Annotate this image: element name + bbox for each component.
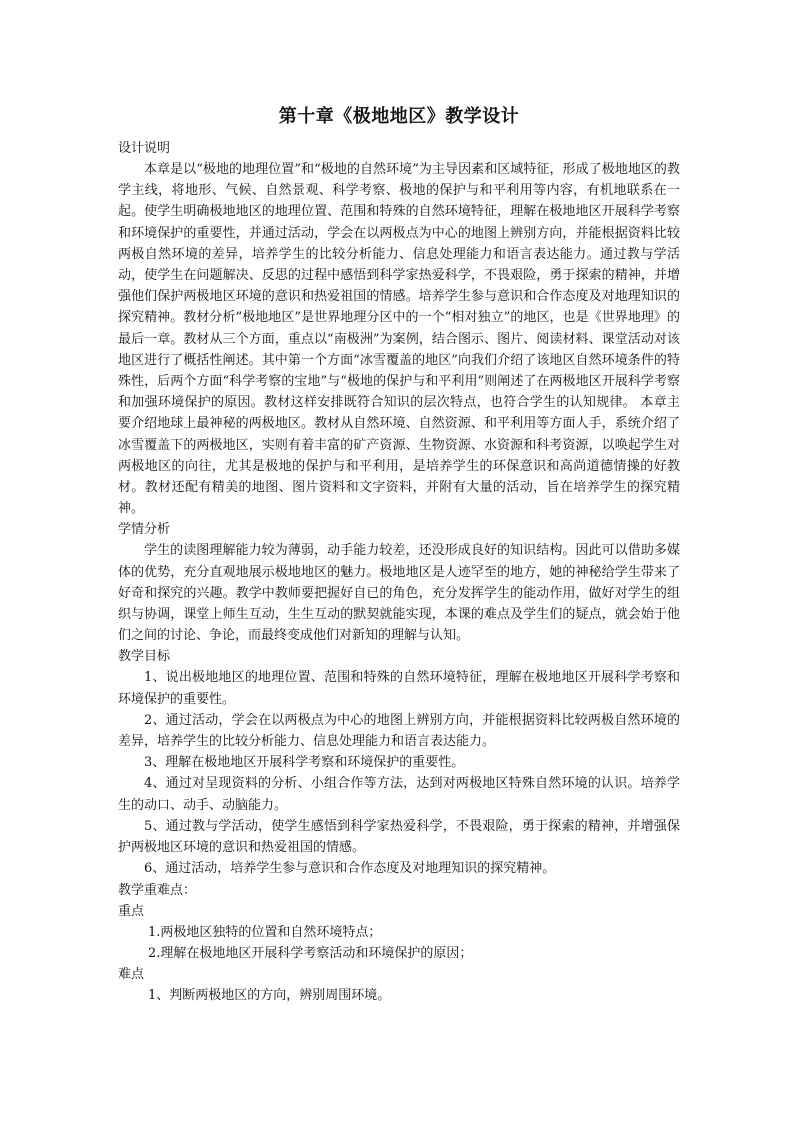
learning-analysis-section (118, 519, 680, 646)
objectives-heading: 教学目标 (118, 649, 171, 665)
design-notes-body: 本章是以“极地的地理位置”和“极地的自然环境”为主导因素和区域特征，形成了极地地区的教学主线，将地形、气候、自然景观、科学考察、极地的保护与和平利用等内容，有机地联系在一起。使学生明确极地地区的地理位置、范围和特殊的自然环境特征，理解在极地地区开展科学考察和环境保护的重要性，并通过活动，学会在以两极点为中心的地图上辨别方向，并能根据资料比较两极自然环境的差异，培养学生的比较分析能力、信息处理能力和语言表达能力。通过教与学活动，使学生在问题解决、反思的过程中感悟到科学家热爱科学，不畏艰险，勇于探索的精神，并增强他们保护两极地区环境的意识和热爱祖国的情感。培养学生参与意识和合作态度及对地理知识的探究精神。教材分析“极地地区”是世界地理分区中的一个“相对独立”的地区，也是《世界地理》的最后一章。教材从三个方面，重点以“南极洲”为案例，结合图示、图片、阅读材料、课堂活动对该地区进行了概括性阐述。其中第一个方面“冰雪覆盖的地区”向我们介绍了该地区自然环境条件的特殊性，后两个方面“科学考察的宝地”与“极地的保护与和平利用”则阐述了在两极地区开展科学考察和加强环境保护的原因。教材这样安排既符合知识的层次特点，也符合学生的认知规律。 本章主要介绍地球上最神秘的两极地区。教材从自然环境、自然资源、和平利用等方面人手，系统介绍了冰雪覆盖下的两极地区，实则有着丰富的矿产资源、生物资源、水资源和科考资源，以唤起学生对两极地区的向往，尤其是极地的保护与和平利用，是培养学生的环保意识和高尚道德情操的好教材。教材还配有精美的地图、图片资料和文字资料，并附有大量的活动，旨在培养学生的探究精神。 (118, 162, 680, 517)
key-item-2: 2.理解在极地地区开展科学考察活动和环境保护的原因； (148, 945, 473, 961)
learning-analysis-body: 学生的读图理解能力较为薄弱，动手能力较差，还没形成良好的知识结构。因此可以借助多媒体的优势，充分直观地展示极地地区的魅力。极地地区是人迹罕至的地方，她的神秘给学生带来了好奇和探究的兴趣。教学中教师要把握好自已的角色，充分发挥学生的能动作用，做好对学生的组织与协调，课堂上师生互动，生生互动的默契就能实现，本课的难点及学生们的疑点，就会始于他们之间的讨论、争论，而最终变成他们对新知的理解与认知。 (118, 543, 680, 644)
design-notes-section (118, 138, 680, 519)
objectives-section (118, 646, 680, 879)
objective-item-2: 2、通过活动，学会在以两极点为中心的地图上辨别方向，并能根据资料比较两极自然环境的差异，培养学生的比较分析能力、信息处理能力和语言表达能力。 (118, 712, 680, 750)
document-title: 第十章《极地地区》教学设计 (278, 106, 520, 127)
objective-item-5: 5、通过教与学活动，使学生感悟到科学家热爱科学，不畏艰险，勇于探索的精神，并增强保护两极地区环境的意识和热爱祖国的情感。 (118, 818, 680, 856)
key-label: 重点 (118, 903, 145, 919)
document-page (118, 104, 680, 1006)
difficult-label: 难点 (118, 966, 145, 982)
objective-item-1: 1、说出极地地区的地理位置、范围和特殊的自然环境特征，理解在极地地区开展科学考察和环境保护的重要性。 (118, 670, 680, 707)
difficult-item-1: 1、判断两极地区的方向，辨别周围环境。 (148, 987, 391, 1003)
key-points-heading: 教学重难点： (118, 882, 197, 898)
key-item-1: 1.两极地区独特的位置和自然环境特点； (148, 924, 382, 940)
objective-item-6: 6、通过活动，培养学生参与意识和合作态度及对地理知识的探究精神。 (144, 861, 556, 877)
objective-item-3: 3、理解在极地地区开展科学考察和环境保护的重要性。 (144, 755, 465, 771)
learning-analysis-heading: 学情分析 (118, 522, 171, 538)
key-points-section (118, 880, 680, 1007)
design-notes-heading: 设计说明 (118, 141, 171, 156)
objective-item-4: 4、通过对呈现资料的分析、小组合作等方法，达到对两极地区特殊自然环境的认识。培养学生的动口、动手、动脑能力。 (118, 776, 680, 813)
